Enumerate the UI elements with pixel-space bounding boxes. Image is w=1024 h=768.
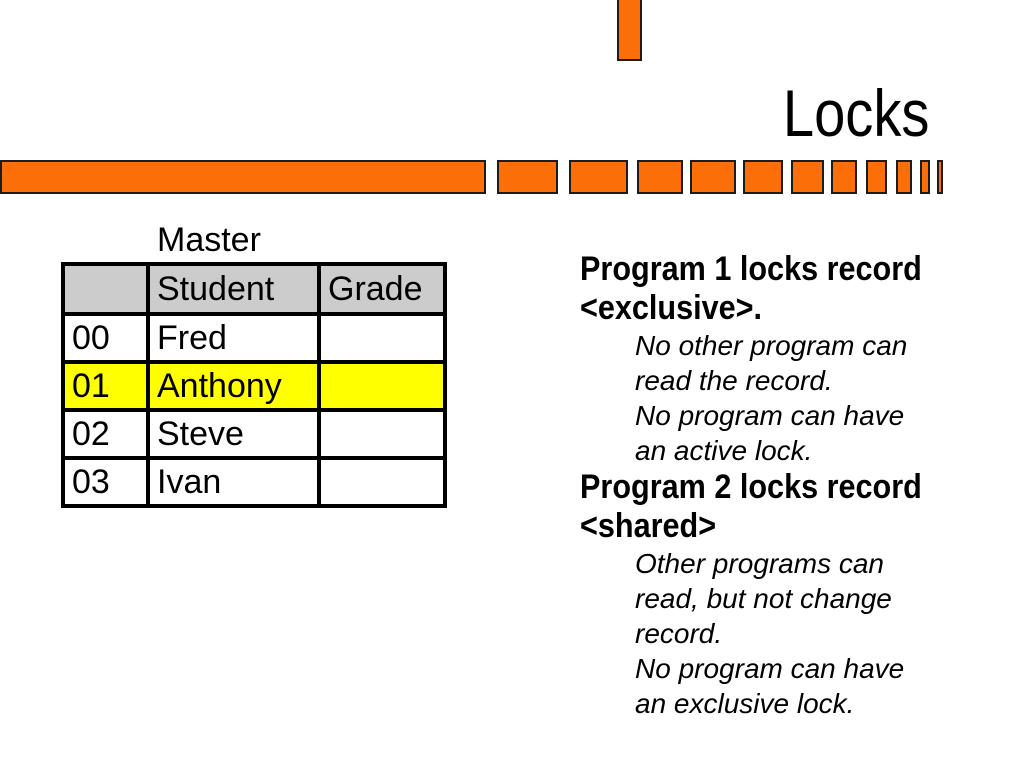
divider-segment [920,160,930,194]
divider-segment [497,160,558,194]
divider-segment [0,160,486,194]
table-row [63,314,445,362]
master-table-caption: Master [157,221,261,259]
note-line: record. [635,618,723,649]
student-cell: Ivan [148,458,319,506]
header-cell-grade: Grade [319,264,445,314]
student-cell: Steve [148,410,319,458]
note-line: No other program can [635,330,908,361]
lock-notes [580,250,1010,721]
top-accent-tab [617,0,642,61]
record-id-cell: 03 [63,458,148,506]
divider-segment [937,160,943,194]
divider-segment [791,160,824,194]
grade-cell [319,458,445,506]
note-line: an exclusive lock. [635,688,855,719]
table-row-highlighted [63,362,445,410]
grade-cell [319,314,445,362]
note-line: No program can have [635,400,905,431]
header-cell-student: Student [148,264,319,314]
note-line: Other programs can [635,548,884,579]
divider-segment [569,160,628,194]
master-table [61,262,447,508]
note-line: No program can have [635,653,905,684]
record-id-cell: 02 [63,410,148,458]
student-cell: Anthony [148,362,319,410]
note-line: an active lock. [635,435,813,466]
table-header-row [63,264,445,314]
student-cell: Fred [148,314,319,362]
divider-segment [743,160,783,194]
divider-segment [896,160,912,194]
grade-cell [319,362,445,410]
divider-segment [690,160,736,194]
record-id-cell: 01 [63,362,148,410]
title-divider [0,160,1024,194]
table-row [63,458,445,506]
note-line: <shared> [580,507,717,545]
table-row [63,410,445,458]
divider-segment [831,160,857,194]
note-line: Program 1 locks record [580,250,922,288]
note-line: <exclusive>. [580,289,763,327]
note-line: Program 2 locks record [580,468,922,506]
grade-cell [319,410,445,458]
record-id-cell: 00 [63,314,148,362]
note-line: read the record. [635,365,833,396]
page-title: Locks [782,76,929,150]
divider-segment [866,160,887,194]
header-cell-id [63,264,148,314]
divider-segment [637,160,683,194]
note-line: read, but not change [635,583,892,614]
